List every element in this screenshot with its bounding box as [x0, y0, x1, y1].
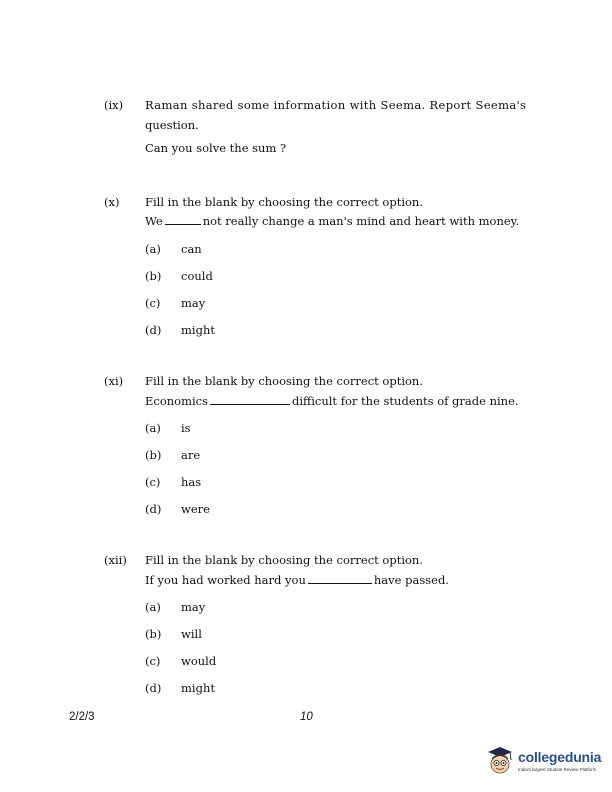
question-instruction: Fill in the blank by choosing the correct option.: [145, 374, 423, 388]
option-text: can: [181, 242, 202, 256]
question-text-line: Can you solve the sum ?: [145, 141, 287, 155]
page-number: 10: [300, 711, 313, 723]
question-number: (ix): [104, 98, 124, 112]
question-instruction: Fill in the blank by choosing the correct option.: [145, 195, 423, 209]
blank-line: [165, 214, 201, 225]
option-label: (a): [145, 242, 161, 256]
option-label: (c): [145, 475, 161, 489]
question-instruction: Fill in the blank by choosing the correct option.: [145, 553, 423, 567]
sentence-after: difficult for the students of grade nine.: [292, 394, 519, 408]
question-text-line: question.: [145, 118, 199, 132]
option-text: will: [181, 627, 202, 641]
option-text: has: [181, 475, 202, 489]
option-label: (b): [145, 627, 162, 641]
sentence-before: Economics: [145, 394, 209, 408]
collegedunia-logo: [484, 748, 608, 778]
option-text: may: [181, 296, 206, 310]
logo-name: collegedunia: [518, 749, 602, 765]
question-sentence: [145, 573, 449, 587]
option-text: would: [181, 654, 217, 668]
option-text: might: [181, 681, 215, 695]
option-label: (b): [145, 269, 162, 283]
option-text: could: [181, 269, 213, 283]
mascot-icon: [484, 746, 516, 778]
sentence-before: We: [145, 214, 163, 228]
logo-tagline: India's largest Student Review Platform: [518, 767, 597, 772]
option-label: (d): [145, 323, 162, 337]
option-label: (c): [145, 654, 161, 668]
option-label: (a): [145, 600, 161, 614]
sentence-after: have passed.: [373, 573, 449, 587]
option-label: (c): [145, 296, 161, 310]
option-text: may: [181, 600, 206, 614]
question-number: (xii): [104, 553, 127, 567]
paper-code: 2/2/3: [69, 711, 95, 723]
option-label: (a): [145, 421, 161, 435]
question-text-line: Raman shared some information with Seema. Report Seema's: [145, 98, 527, 112]
option-label: (b): [145, 448, 162, 462]
option-label: (d): [145, 502, 162, 516]
sentence-after: not really change a man's mind and heart with money.: [202, 214, 520, 228]
sentence-before: If you had worked hard you: [145, 573, 306, 587]
option-text: is: [181, 421, 191, 435]
blank-line: [308, 573, 372, 584]
option-text: might: [181, 323, 215, 337]
blank-line: [210, 394, 290, 405]
question-number: (xi): [104, 374, 124, 388]
question-sentence: [145, 214, 519, 228]
option-text: were: [181, 502, 210, 516]
question-sentence: [145, 394, 519, 408]
option-text: are: [181, 448, 201, 462]
option-label: (d): [145, 681, 162, 695]
question-number: (x): [104, 195, 120, 209]
